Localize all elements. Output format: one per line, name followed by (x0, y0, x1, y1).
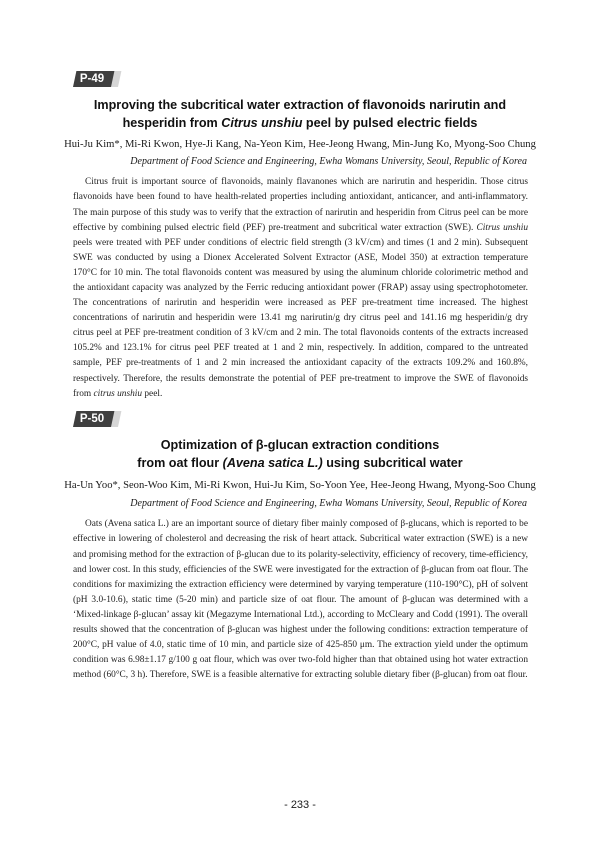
abstract-title (60, 96, 540, 132)
title-line-1: Improving the subcritical water extraction of flavonoids narirutin and (93, 98, 507, 112)
body-text: Citrus fruit is important source of flavonoids, mainly flavanones which are narirutin and hesperidin. Those citrus flavonoids have been found to have health-related properties including antioxidant, anticancer, and anti-inflammatory. The main purpose of this study was to verify that the extraction of narirutin and hesperidin from Citrus peel can be more effective by combining pulsed electric field (PEF) pre-treatment and subcritical water extraction (SWE). (73, 177, 528, 233)
title-line-2 (60, 114, 540, 132)
title-line-2 (60, 454, 540, 472)
affiliation: Department of Food Science and Engineering, Ewha Womans University, Seoul, Republic of Korea (130, 498, 527, 509)
title-text: from oat flour (137, 456, 223, 470)
title-italic-species: (Avena satica L.) (222, 456, 323, 470)
author-list: Ha-Un Yoo*, Seon-Woo Kim, Mi-Ri Kwon, Hui-Ju Kim, So-Yoon Yee, Hee-Jeong Hwang, Myong-Soo Chung (64, 480, 536, 491)
body-text: peel. (142, 388, 163, 399)
body-text: peels were treated with PEF under conditions of electric field strength (3 kV/cm) and times (1 and 2 min). Subsequent SWE was conducted by using a Dionex Accelerated Solvent Extractor (ASE, Model 350) at extraction temperature 170°C for 10 min. The total flavonoids content was measured by using the aluminum chloride colorimetric method and the antioxidant capacity was analyzed by the Ferric reducing antioxidant power (FRAP) assay using spectrophotometer. The concentrations of narirutin and hesperidin were increased as PEF pre-treatment time increased. The highest concentrations of narirutin and hesperidin were 13.41 mg narirutin/g dry citrus peel and 141.16 mg hesperidin/g dry citrus peel at PEF pre-treatment condition of 3 kV/cm and 2 min. The total flavonoids contents of the extracts increased 105.2% and 123.1% for citrus peel PEF treated at 1 and 2 min, respectively. In addition, compared to the untreated sample, PEF pre-treatments of 1 and 2 min increased the antioxidant capacity of the extracts 109.2% and 160.8%, respectively. Therefore, the results demonstrate the potential of PEF pre-treatment to improve the SWE of flavonoids from (73, 237, 528, 399)
title-text: using subcritical water (322, 456, 463, 470)
author-list: Hui-Ju Kim*, Mi-Ri Kwon, Hye-Ji Kang, Na-Yeon Kim, Hee-Jeong Hwang, Min-Jung Ko, Myong-Soo Chung (64, 139, 536, 150)
abstract-tag-label: P-50 (79, 413, 105, 425)
title-text: hesperidin from (122, 116, 222, 130)
title-text: peel by pulsed electric fields (302, 116, 478, 130)
body-italic-species: citrus unshiu (93, 388, 143, 399)
title-italic-species: Citrus unshiu (221, 116, 303, 130)
abstract-tag-label: P-49 (79, 73, 105, 85)
affiliation: Department of Food Science and Engineering, Ewha Womans University, Seoul, Republic of Korea (130, 156, 527, 167)
title-line-1: Optimization of β-glucan extraction conditions (160, 438, 440, 452)
abstract-tag (73, 411, 120, 427)
abstract-title (60, 436, 540, 472)
body-italic-species: Citrus unshiu (476, 222, 528, 233)
abstract-body: Oats (Avena satica L.) are an important source of dietary fiber mainly composed of β-glucans, which is reported to be effective in lowering of cholesterol and decreasing the risk of heart attack. Subcritical water extraction (SWE) is a new and promising method for the extraction of β-glucan due to its polarity-selectivity, efficiency of recovery, time-efficiency, and lower cost. In this study, efficiencies of the SWE were investigated for the extraction of β-glucan from oat flour. The conditions for maximizing the extraction efficiency were determined by varying temperature (110-190°C), pH of solvent (pH 3.0-10.6), static time (5-20 min) and particle size of oat flour. The amount of β-glucan was determined with a ‘Mixed-linkage β-glucan’ assay kit (Megazyme International Ltd.), according to McCleary and Codd (1991). The overall results showed that the concentration of β-glucan was highest under the following conditions: extraction temperature of 200°C, pH value of 4.0, static time of 10 min, and particle size of 425-850 μm. The extraction yield under the optimum condition was 6.98±1.17 g/100 g oat flour, which was over two-fold higher than that obtained using hot water extraction method (60°C, 3 h). Therefore, SWE is a feasible alternative for extracting soluble dietary fiber (β-glucan) from oat flour. (73, 519, 528, 681)
page-number: - 233 - (284, 799, 316, 811)
abstract-tag (73, 71, 120, 87)
abstract-body (73, 175, 528, 401)
